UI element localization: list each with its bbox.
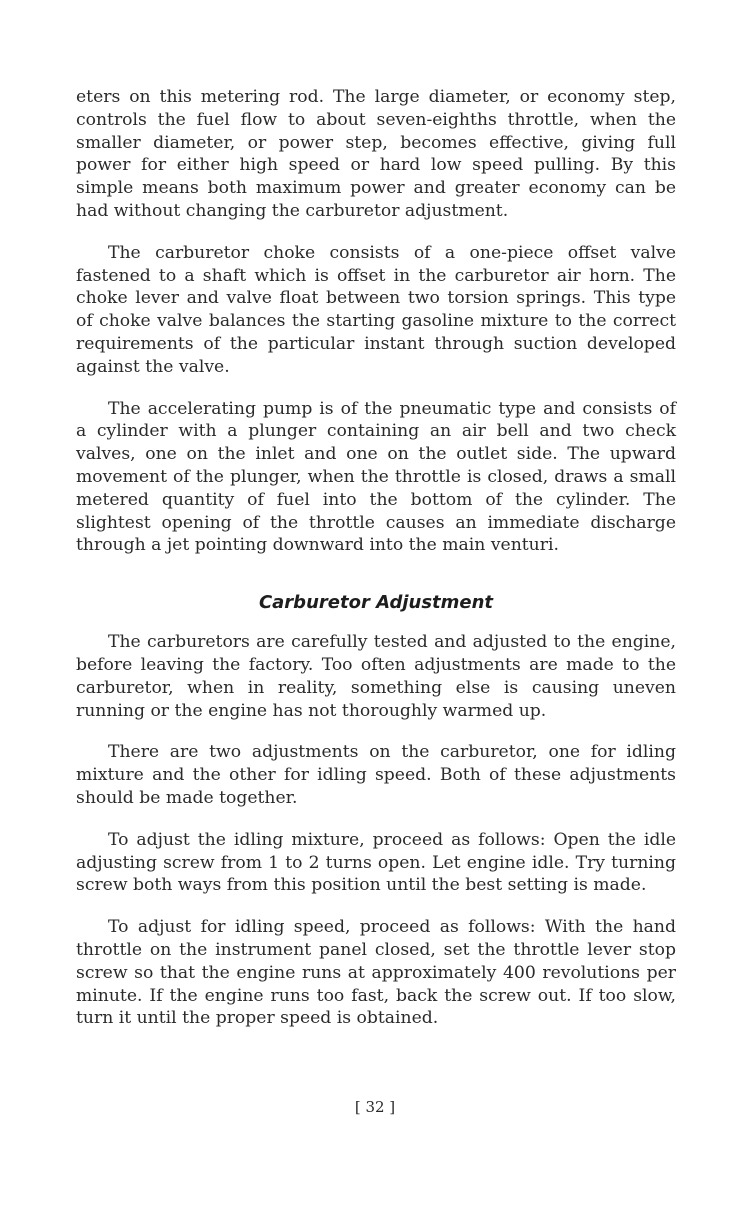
- paragraph-choke: The carburetor choke consists of a one-piece offset valve fastened to a shaft which is offset in the carburetor air horn. The choke lever and valve float between two torsion springs. This type of choke valve balances the starting gasoline mixture to the correct requirements of the particular instant through suction developed against the valve.: [76, 242, 676, 377]
- paragraph-idling-mixture: To adjust the idling mixture, proceed as follows: Open the idle adjusting screw from 1 to 2 turns open. Let engine idle. Try turning screw both ways from this position until the best setting is made.: [76, 829, 676, 896]
- page-body: [76, 86, 676, 1049]
- paragraph-factory-tested: The carburetors are carefully tested and adjusted to the engine, before leaving the factory. Too often adjustments are made to the carburetor, when in reality, something else is causing uneven running or the engine has not thoroughly warmed up.: [76, 632, 676, 721]
- section-heading: Carburetor Adjustment: [258, 592, 494, 614]
- page-number: [ 32 ]: [354, 1098, 396, 1116]
- paragraph-metering-rod: eters on this metering rod. The large diameter, or economy step, controls the fuel flow to about seven-eighths throttle, when the smaller diameter, or power step, becomes effective, giving full power for either high speed or hard low speed pulling. By this simple means both maximum power and greater economy can be had without changing the carburetor adjustment.: [76, 87, 676, 221]
- paragraph-two-adjustments: There are two adjustments on the carburetor, one for idling mixture and the other for idling speed. Both of these adjustments should be made together.: [76, 742, 676, 808]
- paragraph-idling-speed: To adjust for idling speed, proceed as follows: With the hand throttle on the instrument panel closed, set the throttle lever stop screw so that the engine runs at approximately 400 revolutions per minute. If the engine runs too fast, back the screw out. If too slow, turn it until the proper speed is obtained.: [76, 917, 676, 1029]
- paragraph-accelerating-pump: The accelerating pump is of the pneumatic type and consists of a cylinder with a plunger containing an air bell and two check valves, one on the inlet and one on the outlet side. The upward movement of the plunger, when the throttle is closed, draws a small metered quantity of fuel into the bottom of the cylinder. The slightest opening of the throttle causes an immediate discharge through a jet pointing downward into the main venturi.: [76, 398, 676, 556]
